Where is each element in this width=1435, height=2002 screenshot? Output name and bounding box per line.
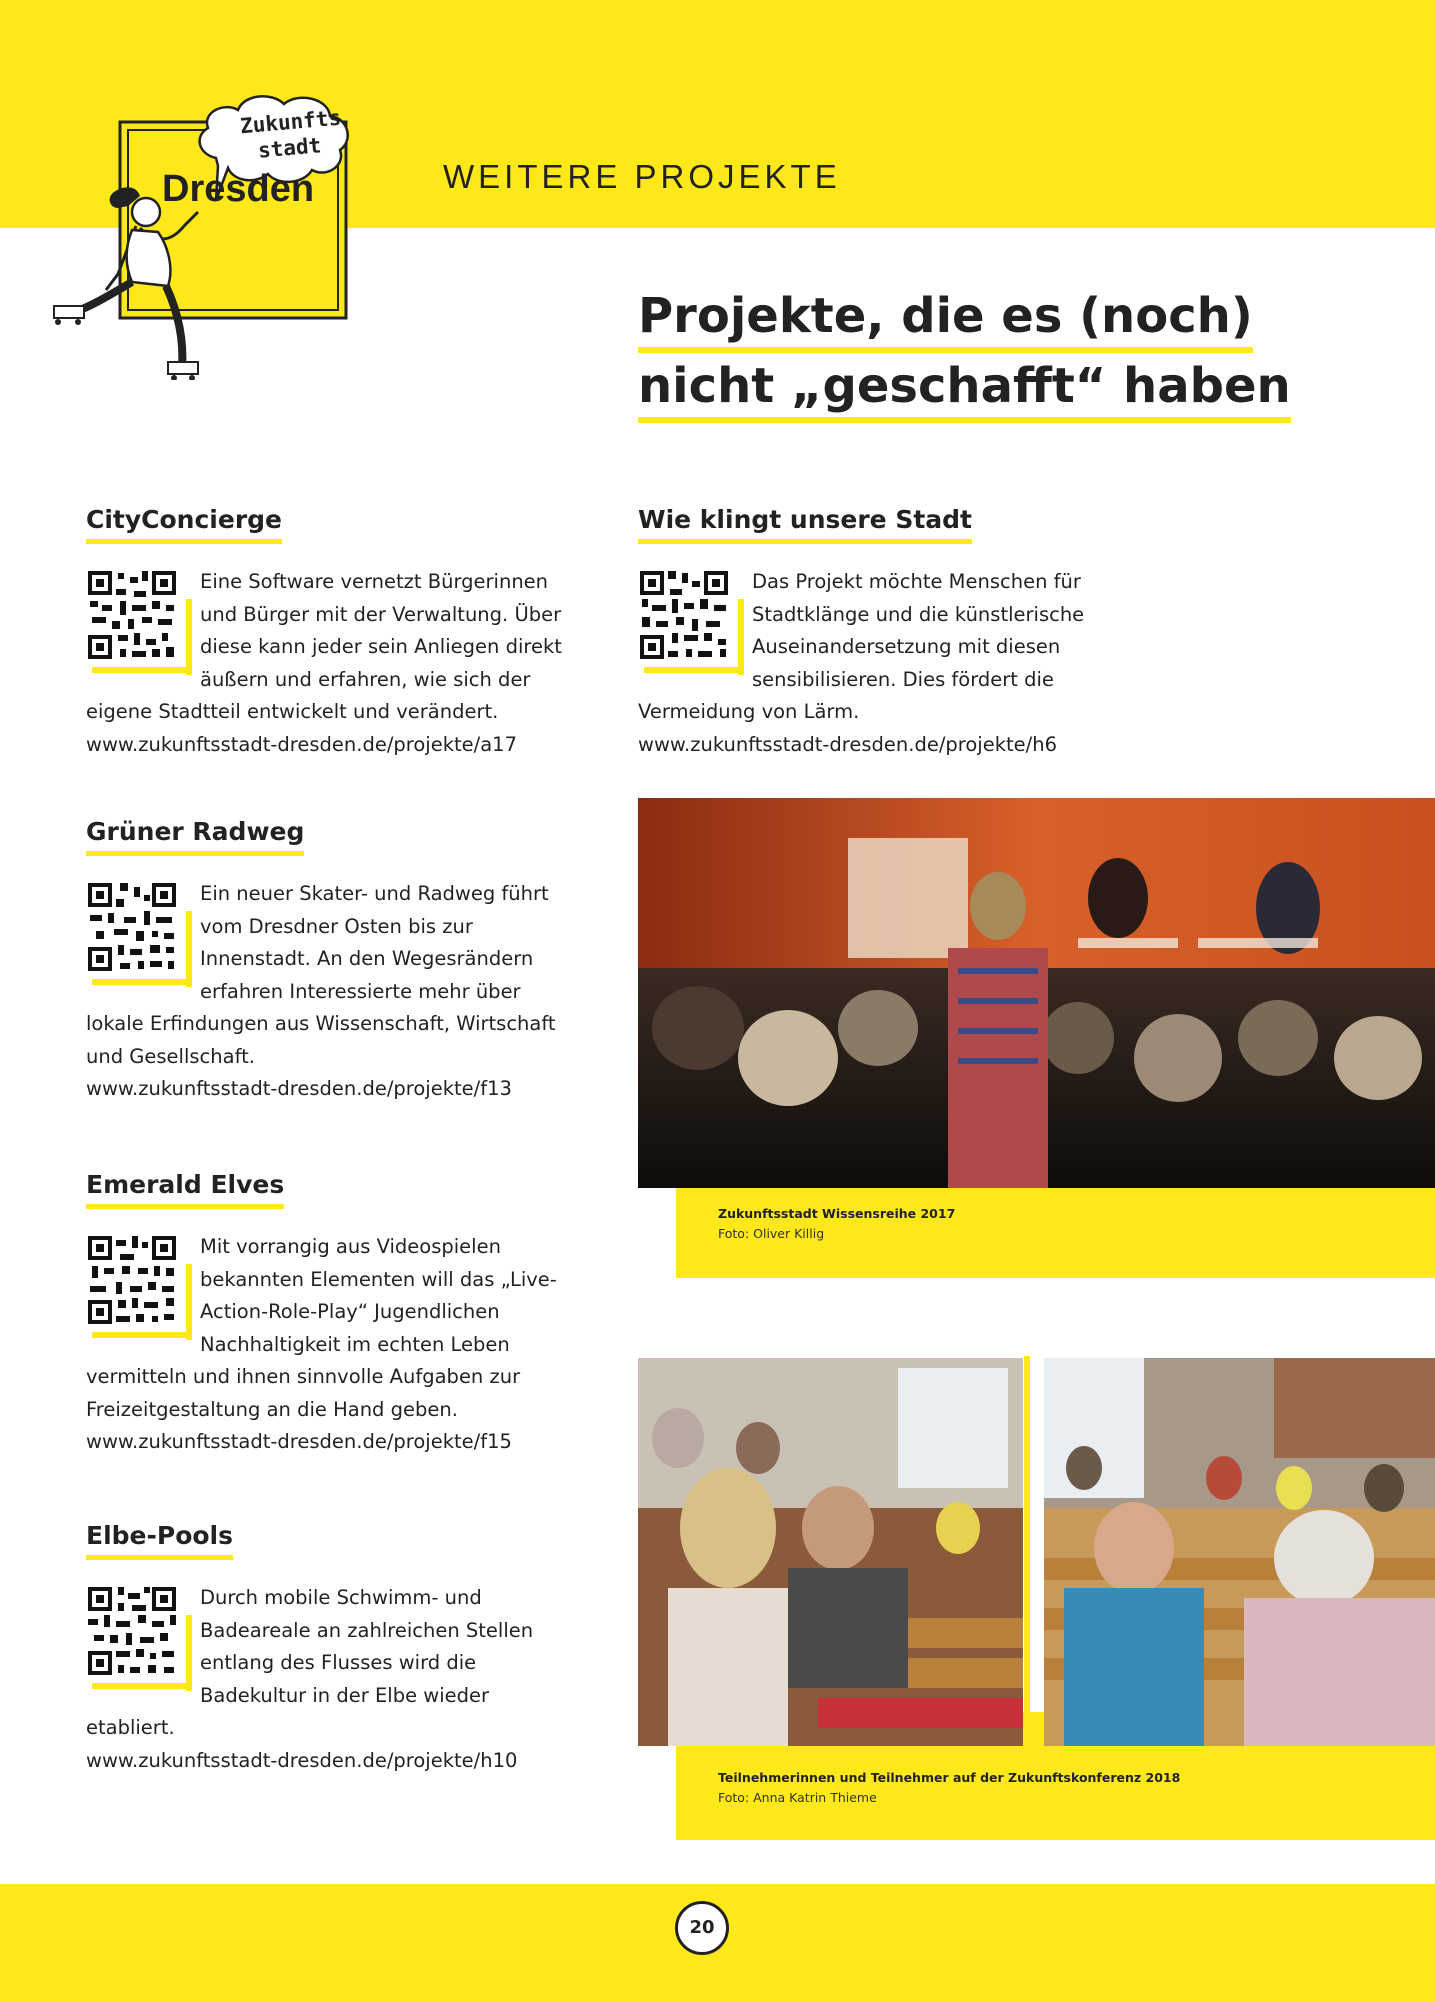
project-title: Wie klingt unsere Stadt xyxy=(638,505,972,544)
page-headline xyxy=(638,285,1291,423)
project-text: Eine Software vernetzt Bürgerinnen und Bürger mit der Verwaltung. Über diese kann jeder sein Anliegen direkt äußern und erfahren, wie sich der eigene Stadtteil entwickelt und verändert. xyxy=(86,570,562,723)
photo-wissensreihe xyxy=(638,798,1435,1188)
project-url[interactable]: www.zukunftsstadt-dresden.de/projekte/a17 xyxy=(86,732,517,756)
project-text: Durch mobile Schwimm- und Badeareale an zahlreichen Stellen entlang des Flusses wird die Badekultur in der Elbe wieder etabliert. xyxy=(86,1586,534,1739)
project-url[interactable]: www.zukunftsstadt-dresden.de/projekte/f15 xyxy=(86,1430,512,1453)
project-text: Das Projekt möchte Menschen für Stadtklänge und die künstlerische Auseinandersetzung mit diesen sensibilisieren. Dies fördert die Vermeidung von Lärm. xyxy=(638,570,1085,723)
logo-cloud-line1: Zukunfts xyxy=(239,105,343,139)
qr-code-icon[interactable] xyxy=(86,881,178,973)
page-number: 20 xyxy=(675,1901,729,1955)
photo-divider xyxy=(1024,1356,1030,1746)
qr-code-icon[interactable] xyxy=(86,1234,178,1326)
project-text: Mit vorrangig aus Videospielen bekannten Elementen will das „Live-Action-Role-Play“ Jugendlichen Nachhaltigkeit im echten Leben vermitteln und ihnen sinnvolle Aufgaben zur Freizeitgestaltung an die Hand geben. xyxy=(86,1235,557,1421)
photo2-caption-title: Teilnehmerinnen und Teilnehmer auf der Zukunftskonferenz 2018 xyxy=(718,1770,1181,1785)
photo-konferenz-left xyxy=(638,1358,1023,1746)
logo-illustration xyxy=(28,50,368,380)
project-body xyxy=(86,1582,566,1745)
photo1-credit: Foto: Oliver Killig xyxy=(718,1226,825,1241)
section-label: WEITERE PROJEKTE xyxy=(443,158,841,195)
qr-code-icon[interactable] xyxy=(638,569,730,661)
project-title: Elbe-Pools xyxy=(86,1521,233,1560)
qr-code-icon[interactable] xyxy=(86,1585,178,1677)
logo-cloud-line2: stadt xyxy=(257,133,323,163)
headline-line2: nicht „geschafft“ haben xyxy=(638,355,1291,423)
project-body xyxy=(86,878,566,1073)
project-body xyxy=(86,566,566,729)
project-elbe-pools xyxy=(86,1521,566,1777)
photo-konferenz-right xyxy=(1044,1358,1435,1746)
project-body xyxy=(86,1231,566,1426)
project-title: Grüner Radweg xyxy=(86,817,304,856)
project-title: CityConcierge xyxy=(86,505,282,544)
project-emerald-elves xyxy=(86,1170,566,1458)
project-cityconcierge xyxy=(86,505,566,761)
project-url[interactable]: www.zukunftsstadt-dresden.de/projekte/f13 xyxy=(86,1077,512,1100)
project-url[interactable]: www.zukunftsstadt-dresden.de/projekte/h6 xyxy=(638,732,1057,756)
logo-city-name: Dresden xyxy=(162,168,315,210)
zukunftsstadt-dresden-logo xyxy=(28,50,368,380)
project-gruener-radweg xyxy=(86,817,566,1105)
project-title: Emerald Elves xyxy=(86,1170,284,1209)
photo2-credit: Foto: Anna Katrin Thieme xyxy=(718,1790,877,1805)
photo1-caption-title: Zukunftsstadt Wissensreihe 2017 xyxy=(718,1206,956,1221)
project-url[interactable]: www.zukunftsstadt-dresden.de/projekte/h10 xyxy=(86,1748,518,1772)
qr-code-icon[interactable] xyxy=(86,569,178,661)
project-text: Ein neuer Skater- und Radweg führt vom Dresdner Osten bis zur Innenstadt. An den Wegesrändern erfahren Interessierte mehr über lokale Erfindungen aus Wissenschaft, Wirtschaft und Gesellschaft. xyxy=(86,882,556,1068)
headline-line1: Projekte, die es (noch) xyxy=(638,285,1253,353)
project-body xyxy=(638,566,1108,729)
project-wie-klingt-unsere-stadt xyxy=(638,505,1108,761)
